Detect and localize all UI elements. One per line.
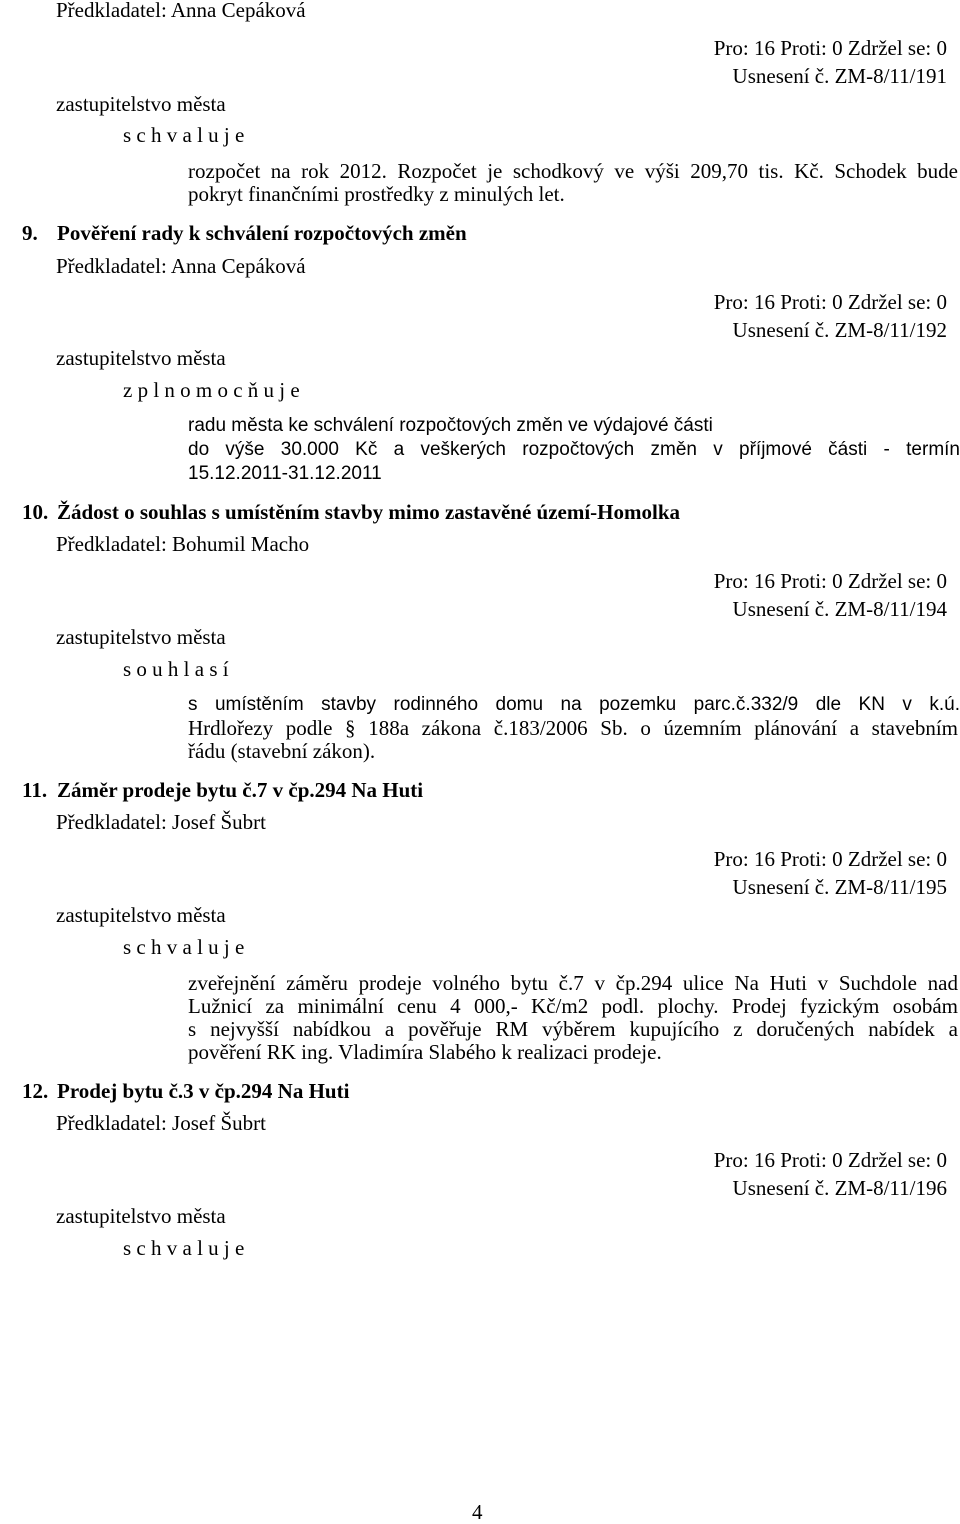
item-number: 9. [22,221,38,245]
resolution-number: Usnesení č. ZM-8/11/196 [732,1176,947,1200]
resolution-verb: s c h v a l u j e [123,935,245,959]
resolution-text-line: pokryt finančními prostředky z minulých let. [188,182,565,206]
resolution-verb: s c h v a l u j e [123,123,245,147]
item-number: 10. [22,500,49,524]
resolution-text-line: s nejvyšší nabídkou a pověřuje RM výběrem kupujícího z doručených nabídek a [188,1017,958,1041]
vote-count: Pro: 16 Proti: 0 Zdržel se: 0 [713,36,947,60]
item-title: Prodej bytu č.3 v čp.294 Na Huti [57,1079,350,1103]
resolution-number: Usnesení č. ZM-8/11/194 [732,597,947,621]
resolution-text-line: Hrdlořezy podle § 188a zákona č.183/2006 Sb. o územním plánování a stavebním [188,716,958,740]
council-body: zastupitelstvo města [56,346,226,370]
resolution-verb: s o u h l a s í [123,657,229,681]
resolution-verb: s c h v a l u j e [123,1236,245,1260]
resolution-text-line: zveřejnění záměru prodeje volného bytu č.7 v čp.294 ulice Na Huti v Suchdole nad [188,971,958,995]
resolution-verb: z p l n o m o c ň u j e [123,378,300,402]
vote-count: Pro: 16 Proti: 0 Zdržel se: 0 [713,847,947,871]
resolution-text-line: rozpočet na rok 2012. Rozpočet je schodkový ve výši 209,70 tis. Kč. Schodek bude [188,159,958,183]
vote-count: Pro: 16 Proti: 0 Zdržel se: 0 [713,569,947,593]
predkladatel: Předkladatel: Josef Šubrt [56,810,266,834]
resolution-text-line: radu města ke schválení rozpočtových změn ve výdajové části [188,415,713,436]
council-body: zastupitelstvo města [56,92,226,116]
predkladatel: Předkladatel: Bohumil Macho [56,532,310,556]
vote-count: Pro: 16 Proti: 0 Zdržel se: 0 [713,1148,947,1172]
resolution-text-line: řádu (stavební zákon). [188,739,376,763]
page-number: 4 [472,1500,483,1524]
council-body: zastupitelstvo města [56,903,226,927]
resolution-text-line: 15.12.2011-31.12.2011 [188,463,382,484]
resolution-text-line: pověření RK ing. Vladimíra Slabého k realizaci prodeje. [188,1040,662,1064]
council-body: zastupitelstvo města [56,1204,226,1228]
resolution-text-line: do výše 30.000 Kč a veškerých rozpočtových změn v příjmové části - termín [188,439,960,460]
item-number: 12. [22,1079,49,1103]
predkladatel: Předkladatel: Josef Šubrt [56,1111,266,1135]
resolution-number: Usnesení č. ZM-8/11/195 [732,875,947,899]
item-title: Záměr prodeje bytu č.7 v čp.294 Na Huti [57,778,424,802]
predkladatel: Předkladatel: Anna Cepáková [56,254,306,278]
item-title: Pověření rady k schválení rozpočtových změn [57,221,467,245]
predkladatel-top: Předkladatel: Anna Cepáková [56,0,306,22]
resolution-text-line: Lužnicí za minimální cenu 4 000,- Kč/m2 podl. plochy. Prodej fyzickým osobám [188,994,958,1018]
resolution-text-line: s umístěním stavby rodinného domu na pozemku parc.č.332/9 dle KN v k.ú. [188,694,960,715]
vote-count: Pro: 16 Proti: 0 Zdržel se: 0 [713,290,947,314]
resolution-number: Usnesení č. ZM-8/11/192 [732,318,947,342]
item-title: Žádost o souhlas s umístěním stavby mimo zastavěné území-Homolka [57,500,681,524]
council-body: zastupitelstvo města [56,625,226,649]
item-number: 11. [22,778,48,802]
resolution-number: Usnesení č. ZM-8/11/191 [732,64,947,88]
